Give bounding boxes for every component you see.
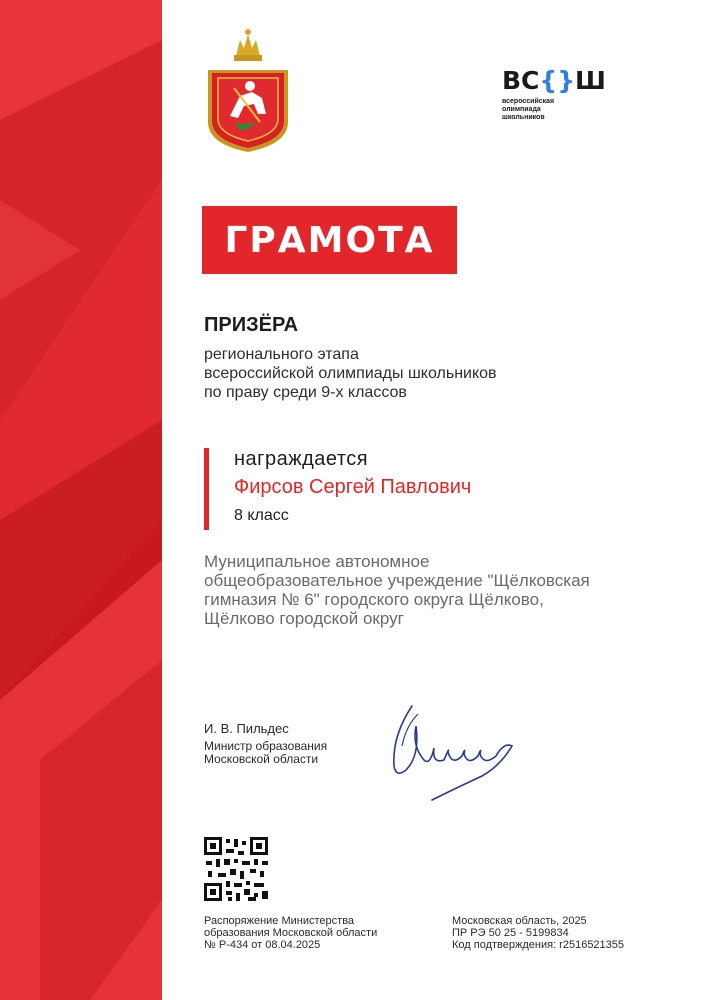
coat-of-arms-icon	[200, 26, 296, 156]
student-name: Фирсов Сергей Павлович	[234, 476, 472, 498]
olympiad-description: регионального этапа всероссийской олимпиады школьников по праву среди 9-х классов	[204, 346, 497, 401]
region-verification: Московская область, 2025 ПР РЭ 50 25 - 5199834 Код подтверждения: r2516521355	[452, 915, 625, 951]
order-reference: Распоряжение Министерства образования Московской области № Р-434 от 08.04.2025	[204, 915, 378, 951]
vsosh-logo	[502, 68, 622, 122]
signer-name: И. В. Пильдес	[204, 721, 289, 736]
decorative-red-band	[0, 0, 162, 1000]
certificate-title-banner	[202, 206, 457, 274]
signer-title: Министр образования Московской области	[204, 739, 328, 766]
certificate-title: ГРАМОТА	[224, 219, 435, 261]
recipient-type: ПРИЗЁРА	[204, 314, 299, 336]
vsosh-logo-word: ВС{}Ш	[502, 66, 606, 95]
signature-image	[372, 686, 522, 816]
award-accent-bar	[204, 448, 209, 530]
school-name: Муниципальное автономное общеобразовательное учреждение "Щёлковская гимназия № 6" городского округа Щёлково, Щёлково городской округ	[204, 552, 590, 628]
vsosh-logo-subtitle: всероссийская олимпиада школьников	[502, 98, 555, 121]
qr-code-icon	[204, 837, 268, 901]
student-class: 8 класс	[234, 507, 289, 524]
awarded-label: награждается	[234, 448, 369, 470]
